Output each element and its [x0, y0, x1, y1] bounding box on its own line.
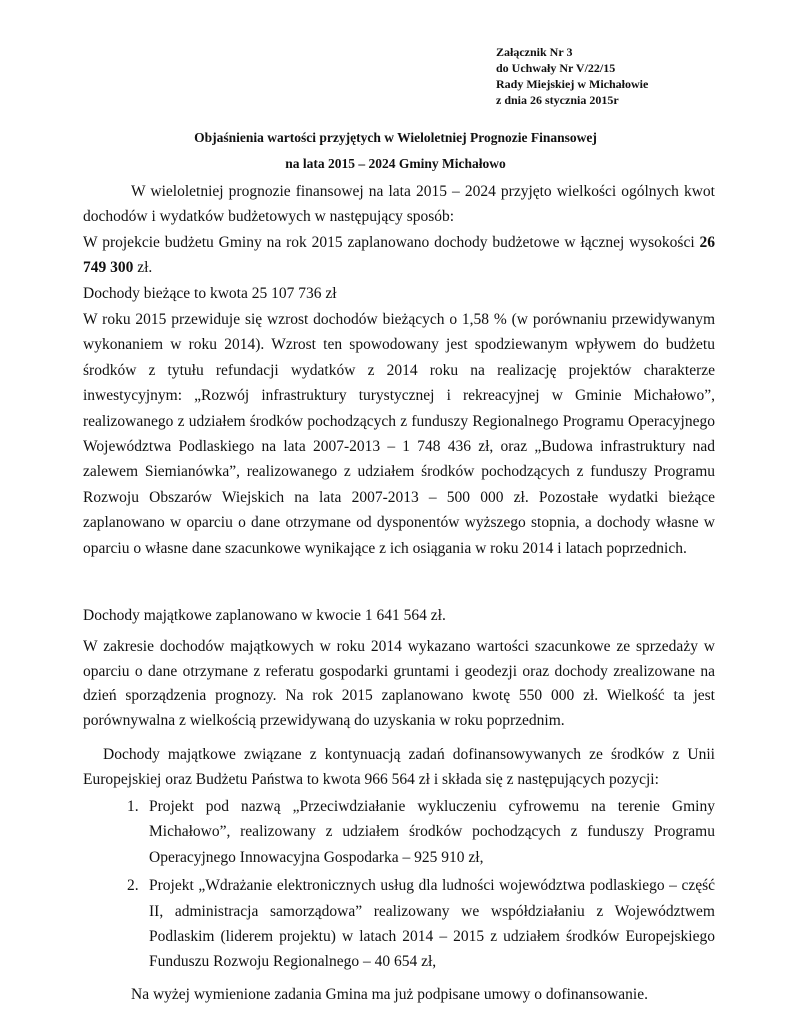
growth-paragraph: W roku 2015 przewiduje się wzrost dochodów bieżących o 1,58 % (w porównaniu przewidywanym wykonaniem w roku 2014). Wzrost ten spowodowany jest spodziewanym wpływem do budżetu środków z tytułu refundacji wydatków z 2014 roku na realizację projektów charakterze inwestycyjnym: „Rozwój infrastruktury turystycznej i rekreacyjnej w Gminie Michałowo”, realizowanego z udziałem środków pochodzących z funduszy Regionalnego Programu Operacyjnego Województwa Podlaskiego na lata 2007-2013 – 1 748 436 zł, oraz „Budowa infrastruktury nad zalewem Siemianówka”, realizowanego z udziałem środków pochodzących z funduszy Programu Rozwoju Obszarów Wiejskich na lata 2007-2013 – 500 000 zł. Pozostałe wydatki bieżące zaplanowano w oparciu o dane otrzymane od dysponentów wyższego stopnia, a dochody własne w oparciu o własne dane szacunkowe wynikające z ich osiągania w roku 2014 i latach poprzednich.	[83, 311, 715, 557]
resolution-number: do Uchwały Nr V/22/15	[496, 61, 616, 75]
list-item-number: 2.	[127, 877, 139, 895]
list-item	[109, 794, 715, 870]
budget-currency: zł.	[133, 259, 153, 277]
list-item-text: Projekt „Wdrażanie elektronicznych usług dla ludności województwa podlaskiego – część II, administracja samorządowa” realizowany we współdziałaniu z Województwem Podlaskim (liderem projektu) w latach 2014 – 2015 z udziałem środków Europejskiego Funduszu Rozwoju Regionalnego – 40 654 zł,	[149, 877, 715, 971]
budget-amount: 26 749 300	[83, 234, 715, 277]
resolution-date: z dnia 26 stycznia 2015r	[496, 93, 619, 107]
list-item-number: 1.	[127, 798, 139, 815]
attachment-header	[496, 44, 648, 108]
property-income-paragraph: Dochody majątkowe zaplanowano w kwocie 1 641 564 zł.	[83, 607, 446, 624]
attachment-number: Załącznik Nr 3	[496, 45, 573, 59]
list-item	[109, 873, 715, 975]
council-name: Rady Miejskiej w Michałowie	[496, 77, 649, 91]
list-item-text: Projekt pod nazwą „Przeciwdziałanie wykluczeniu cyfrowemu na terenie Gminy Michałowo”, realizowany z udziałem środków pochodzących z funduszy Programu Operacyjnego Innowacyjna Gospodarka – 925 910 zł,	[149, 798, 715, 866]
document-title: Objaśnienia wartości przyjętych w Wieloletniej Prognozie Finansowej	[194, 130, 597, 145]
intro-paragraph: W wieloletniej prognozie finansowej na lata 2015 – 2024 przyjęto wielkości ogólnych kwot dochodów i wydatków budżetowych w następujący sposób:	[83, 183, 715, 226]
budget-paragraph	[83, 230, 715, 281]
document-subtitle: na lata 2015 – 2024 Gminy Michałowo	[285, 156, 506, 171]
closing-paragraph: Na wyżej wymienione zadania Gmina ma już podpisane umowy o dofinansowanie.	[131, 986, 648, 1003]
assets-paragraph: W zakresie dochodów majątkowych w roku 2014 wykazano wartości szacunkowe ze sprzedaży w oparciu o dane otrzymane z referatu gospodarki gruntami i geodezji oraz dochody zrealizowane na dzień sporządzenia prognozy. Na rok 2015 zaplanowano kwotę 550 000 zł. Wielkość ta jest porównywalna z wielkością przewidywaną do uzyskania w roku poprzednim.	[83, 638, 715, 729]
eu-funding-paragraph: Dochody majątkowe związane z kontynuacją zadań dofinansowywanych ze środków z Unii Europejskiej oraz Budżetu Państwa to kwota 966 564 zł i składa się z następujących pozycji:	[83, 746, 715, 789]
projects-list	[109, 794, 715, 978]
current-income-paragraph: Dochody bieżące to kwota 25 107 736 zł	[83, 285, 337, 302]
budget-text: W projekcie budżetu Gminy na rok 2015 zaplanowano dochody budżetowe w łącznej wysokości	[83, 234, 700, 251]
